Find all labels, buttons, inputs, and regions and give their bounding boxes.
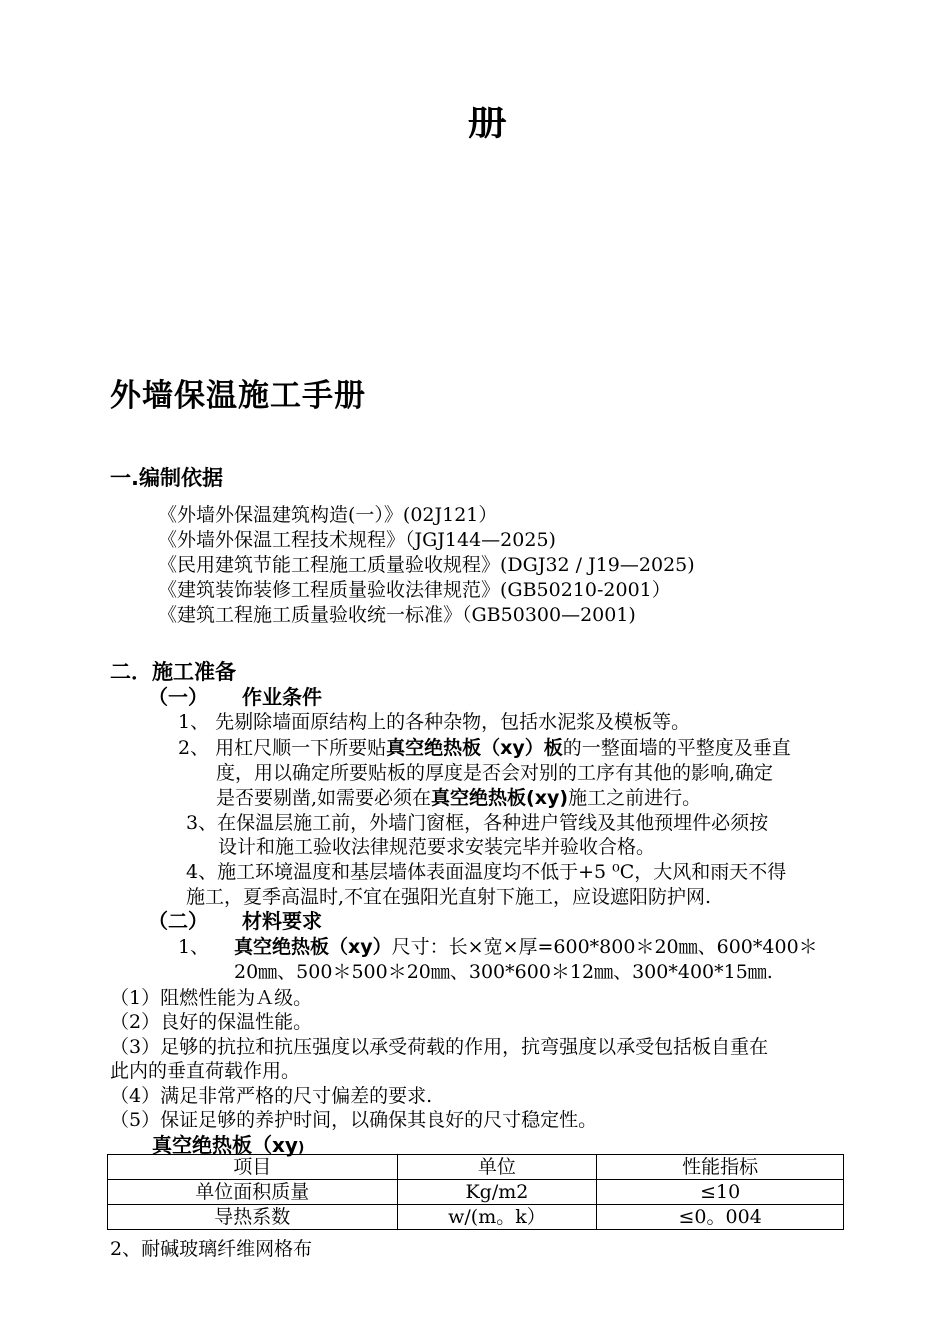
list-item-continued: 度，用以确定所要贴板的厚度是否会对别的工序有其他的影响,确定 [216, 762, 774, 784]
list-item-continued: 设计和施工验收法律规范要求安装完毕并验收合格。 [218, 836, 656, 858]
document-title: 外墙保温施工手册 [110, 378, 366, 414]
table-cell: 导热系数 [108, 1205, 398, 1230]
reference-item: 《外墙外保温工程技术规程》（JGJ144—2025) [158, 529, 556, 551]
section1-heading: 一.编制依据 [110, 466, 223, 490]
property-line: （3）足够的抗拉和抗压强度以承受荷载的作用，抗弯强度以承受包括板自重在 [110, 1036, 769, 1058]
table-header-row [108, 1155, 844, 1180]
table-header-cell: 项目 [108, 1155, 398, 1180]
list-item [234, 932, 818, 959]
list-item-number: 1、 [178, 936, 210, 958]
spec-table [107, 1154, 844, 1230]
list-item: 3、在保温层施工前，外墙门窗框，各种进户管线及其他预埋件必须按 [186, 812, 769, 834]
table-cell: w/(m。k） [397, 1205, 597, 1230]
reference-item: 《建筑工程施工质量验收统一标准》（GB50300—2001) [158, 604, 636, 626]
item-text: 施工之前进行。 [568, 787, 702, 809]
item-text: 2、 用杠尺顺一下所要贴 [178, 737, 387, 759]
section2-heading: 二．施工准备 [110, 660, 236, 684]
table-header-cell: 单位 [397, 1155, 597, 1180]
subsection-number: （一） [148, 685, 208, 709]
list-item [178, 733, 791, 760]
list-item-continued [216, 783, 701, 810]
subsection-title: 材料要求 [242, 909, 322, 933]
item-text-bold: 真空绝热板（xy） [234, 936, 392, 958]
list-item: 2、耐碱玻璃纤维网格布 [110, 1238, 313, 1260]
property-line: （5）保证足够的养护时间，以确保其良好的尺寸稳定性。 [110, 1109, 598, 1131]
list-item-continued: 施工，夏季高温时,不宜在强阳光直射下施工，应设遮阳防护网. [186, 886, 712, 908]
table-row [108, 1205, 844, 1230]
reference-item: 《建筑装饰装修工程质量验收法律规范》(GB50210-2001） [158, 579, 671, 601]
table-cell: 单位面积质量 [108, 1180, 398, 1205]
list-item: 4、施工环境温度和基层墙体表面温度均不低于+5 ⁰C，大风和雨天不得 [186, 861, 787, 883]
header-mark: 册 [467, 104, 505, 144]
reference-item: 《民用建筑节能工程施工质量验收规程》(DGJ32 / J19—2025) [158, 554, 695, 576]
property-line: （4）满足非常严格的尺寸偏差的要求. [110, 1085, 433, 1107]
table-row [108, 1180, 844, 1205]
list-item-continued: 20㎜、500＊500＊20㎜、300*600＊12㎜、300*400*15㎜. [234, 961, 773, 983]
item-text: 是否要剔凿,如需要必须在 [216, 787, 432, 809]
property-line: （1）阻燃性能为Ａ级。 [110, 987, 313, 1009]
list-item: 1、 先剔除墙面原结构上的各种杂物，包括水泥浆及模板等。 [178, 711, 691, 733]
subsection-title: 作业条件 [242, 685, 322, 709]
item-text-bold: 真空绝热板(xy) [431, 787, 569, 809]
property-line: （2）良好的保温性能。 [110, 1011, 313, 1033]
item-text: 尺寸：长×宽×厚=600*800＊20㎜、600*400＊ [391, 936, 818, 958]
property-line: 此内的垂直荷载作用。 [110, 1060, 301, 1082]
table-caption-text: 真空绝热板（xy [152, 1133, 298, 1157]
table-cell: ≤10 [597, 1180, 844, 1205]
item-text: 的一整面墙的平整度及垂直 [562, 737, 791, 759]
table-header-cell: 性能指标 [597, 1155, 844, 1180]
item-text-bold: 真空绝热板（xy）板 [386, 737, 563, 759]
table-caption-suffix: ) [297, 1140, 305, 1156]
table-cell: Kg/m2 [397, 1180, 597, 1205]
table-cell: ≤0。004 [597, 1205, 844, 1230]
reference-item: 《外墙外保温建筑构造(一）》(02J121） [158, 504, 498, 526]
subsection-number: （二） [148, 909, 208, 933]
